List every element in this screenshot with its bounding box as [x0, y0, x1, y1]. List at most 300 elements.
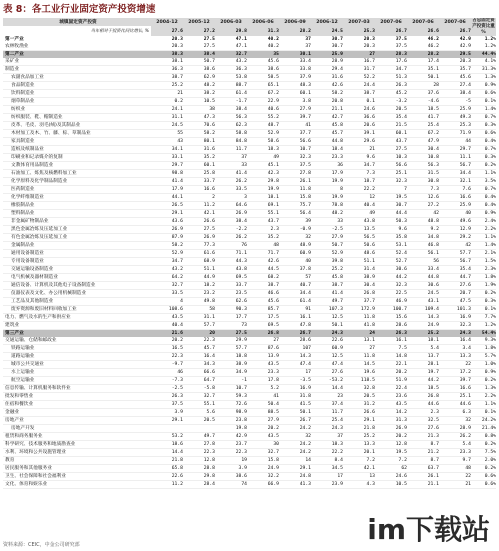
table-cell: 31.6 — [183, 146, 215, 154]
table-cell: 58.2 — [311, 90, 343, 98]
table-cell: 26.2 — [215, 234, 247, 242]
table-cell: 22 — [439, 361, 471, 369]
table-cell: 46.8 — [407, 242, 439, 250]
table-cell: 56.1 — [407, 250, 439, 258]
table-cell: 21.1 — [407, 481, 439, 489]
table-row — [3, 417, 496, 425]
table-cell: 107 — [279, 345, 311, 353]
table-cell: 31.3 — [375, 417, 407, 425]
table-cell: 49.3 — [439, 114, 471, 122]
table-cell: 29.1 — [151, 210, 183, 218]
table-cell: 38.9 — [215, 361, 247, 369]
table-cell: 18.5 — [407, 106, 439, 114]
table-cell: 22.6 — [151, 473, 183, 481]
row-label: 批发和零售业 — [3, 393, 151, 401]
table-cell: 30.1 — [279, 51, 311, 59]
table-cell: 22.3 — [151, 353, 183, 361]
table-cell: 68.2 — [247, 274, 279, 282]
row-label: 卫生、社会保障和社会福利业 — [3, 473, 151, 481]
table-cell: 41.4 — [151, 178, 183, 186]
table-cell: 107.3 — [311, 306, 343, 314]
table-cell: 27.5 — [375, 146, 407, 154]
table-cell: 90.3 — [215, 306, 247, 314]
share-cell: 24.2% — [471, 417, 496, 425]
table-cell: 39.7 — [279, 114, 311, 122]
table-cell: 28.6 — [279, 337, 311, 345]
row-label: 化学原料及化学制品制造业 — [3, 178, 151, 186]
table-cell: 20.2 — [151, 337, 183, 345]
table-cell: 33.1 — [151, 154, 183, 162]
table-cell: 34.5 — [311, 465, 343, 473]
table-cell: 40.4 — [151, 322, 183, 330]
table-cell: 69.5 — [247, 322, 279, 330]
table-cell: 74 — [215, 481, 247, 489]
table-row — [3, 82, 496, 90]
header-period: 2006-06 — [247, 18, 279, 26]
table-cell: 56.5 — [343, 234, 375, 242]
table-cell: 44 — [439, 138, 471, 146]
row-label: 纺织服装、鞋、帽制造业 — [3, 114, 151, 122]
table-cell: 25.9 — [439, 106, 471, 114]
table-cell: 73 — [215, 322, 247, 330]
table-cell: 24.2 — [279, 441, 311, 449]
table-cell: 88.7 — [215, 82, 247, 90]
table-cell: 34.7 — [343, 162, 375, 170]
table-cell: 23.9 — [311, 481, 343, 489]
table-cell: 48.6 — [343, 250, 375, 258]
share-cell: 21.4% — [471, 425, 496, 433]
table-cell: 36.3 — [215, 66, 247, 74]
table-cell: 49 — [247, 154, 279, 162]
table-cell: 42.1 — [343, 465, 375, 473]
table-cell: 20.7 — [439, 290, 471, 298]
table-cell: 29.8 — [247, 178, 279, 186]
table-cell: 28.1 — [407, 361, 439, 369]
share-cell: 1.4% — [471, 106, 496, 114]
table-cell: 29.7 — [151, 162, 183, 170]
table-cell: 32 — [439, 417, 471, 425]
header-period: 2005-12 — [183, 18, 215, 26]
share-cell: 1.4% — [471, 242, 496, 250]
table-cell: 26.2 — [439, 433, 471, 441]
share-cell: 2.2% — [471, 226, 496, 234]
table-cell: 18.7 — [343, 178, 375, 186]
table-cell: 44.6 — [439, 401, 471, 409]
table-cell: 37.5 — [395, 37, 407, 42]
table-cell: 50.1 — [311, 322, 343, 330]
share-cell: 0.7% — [471, 186, 496, 194]
table-cell: 43 — [151, 138, 183, 146]
table-cell: 20.2 — [375, 433, 407, 441]
table-cell: 26.5 — [151, 202, 183, 210]
row-label: 废弃资源和废旧材料回收加工业 — [3, 306, 151, 314]
table-cell: 20.3 — [343, 43, 375, 51]
table-row — [3, 36, 496, 43]
table-cell: 23.8 — [215, 417, 247, 425]
row-label: 水利、环境和公共设施管理业 — [3, 449, 151, 457]
table-cell: 60.1 — [375, 130, 407, 138]
table-cell: 47.1 — [215, 43, 247, 51]
table-cell: 32.8 — [343, 385, 375, 393]
table-cell: -5.8 — [183, 385, 215, 393]
table-row — [3, 298, 496, 306]
table-cell: 41.3 — [279, 481, 311, 489]
table-cell: 58.2 — [151, 242, 183, 250]
table-cell: 17.8 — [247, 377, 279, 385]
table-cell: 29.9 — [215, 337, 247, 345]
table-cell: 16.7 — [343, 58, 375, 66]
share-cell: 0.4% — [471, 138, 496, 146]
table-cell: 91 — [279, 306, 311, 314]
table-cell: 26.9 — [183, 234, 215, 242]
table-row — [3, 274, 496, 282]
table-cell: 43.6 — [151, 218, 183, 226]
table-cell: 24.4 — [343, 82, 375, 90]
table-cell: 32.1 — [439, 178, 471, 186]
table-cell: 32.7 — [151, 282, 183, 290]
table-cell: 50.1 — [279, 409, 311, 417]
table-cell: 38.6 — [183, 66, 215, 74]
table-cell: 20.6 — [343, 122, 375, 130]
table-cell: 41.8 — [343, 322, 375, 330]
table-cell: 22.6 — [311, 337, 343, 345]
table-cell: 23.3 — [439, 449, 471, 457]
row-label: 道路运输业 — [3, 353, 151, 361]
row-label: 电气机械及器材制造业 — [3, 274, 151, 282]
table-cell: 42.1 — [183, 210, 215, 218]
table-cell: 98.9 — [215, 409, 247, 417]
table-cell: 50.7 — [311, 242, 343, 250]
share-cell: 0.1% — [471, 409, 496, 417]
table-cell: 56.7 — [439, 162, 471, 170]
table-cell: 44.9 — [183, 274, 215, 282]
table-cell: 43.2 — [151, 266, 183, 274]
row-label: 科学研究、技术服务和地质勘查业 — [3, 441, 151, 449]
table-row — [3, 314, 496, 322]
table-row — [3, 345, 496, 353]
table-cell: 33.4 — [407, 266, 439, 274]
table-row — [3, 218, 496, 226]
table-cell: 41.4 — [311, 290, 343, 298]
table-cell: 31.3 — [247, 26, 279, 36]
table-cell: 26.7 — [375, 26, 407, 36]
table-cell: 47.5 — [439, 298, 471, 306]
table-cell: 49 — [343, 210, 375, 218]
table-cell: 26.1 — [279, 178, 311, 186]
table-cell: 14.3 — [279, 353, 311, 361]
table-cell: 14 — [279, 457, 311, 465]
table-cell: 34.4 — [279, 290, 311, 298]
table-cell: 26.7 — [279, 417, 311, 425]
table-row — [3, 98, 496, 106]
table-cell: 35.8 — [375, 234, 407, 242]
table-cell: 7.2 — [343, 457, 375, 465]
table-cell: 10.3 — [375, 154, 407, 162]
table-cell: -5 — [439, 98, 471, 106]
share-cell: 7.7% — [471, 314, 496, 322]
table-cell: 37.9 — [279, 74, 311, 82]
table-cell: 35.7 — [439, 66, 471, 74]
table-cell: 42.9 — [215, 433, 247, 441]
table-cell: 7.5 — [375, 345, 407, 353]
table-cell: 19.9 — [247, 186, 279, 194]
table-row — [3, 234, 496, 242]
table-cell: 30.6 — [407, 282, 439, 290]
row-label: 印刷业和记录媒介的复制 — [3, 154, 151, 162]
table-cell: 9.2 — [407, 226, 439, 234]
table-cell: 38.4 — [215, 218, 247, 226]
table-cell: 19.5 — [375, 449, 407, 457]
table-cell: 58.5 — [247, 74, 279, 82]
table-cell: 33.7 — [183, 178, 215, 186]
table-row — [3, 186, 496, 194]
table-cell: 10.5 — [375, 481, 407, 489]
table-cell: 27.9 — [279, 106, 311, 114]
table-cell: 12 — [343, 194, 375, 202]
table-cell: 2.3 — [247, 226, 279, 234]
row-label: 非金属矿物制品业 — [3, 218, 151, 226]
row-label: 食品制造业 — [3, 82, 151, 90]
table-cell: 38.1 — [151, 58, 183, 66]
table-cell: 40.2 — [267, 37, 279, 42]
table-cell: 8 — [311, 186, 343, 194]
table-cell: 32.7 — [215, 51, 247, 59]
table-cell: 38.6 — [215, 473, 247, 481]
table-cell: 55 — [151, 130, 183, 138]
table-cell: 10.8 — [407, 154, 439, 162]
table-cell: 71.7 — [247, 250, 279, 258]
table-cell: -4.6 — [407, 98, 439, 106]
share-cell: 1.9% — [471, 282, 496, 290]
table-cell: 11.8 — [279, 186, 311, 194]
table-cell: 4 — [151, 298, 183, 306]
table-cell: 18.5 — [407, 385, 439, 393]
table-cell: 48.2 — [183, 82, 215, 90]
share-cell: 0.2% — [471, 441, 496, 449]
table-cell: 5.6 — [183, 409, 215, 417]
table-cell: -2.5 — [311, 226, 343, 234]
table-cell: 44.1 — [151, 194, 183, 202]
table-cell: 60.1 — [279, 90, 311, 98]
row-label: 医药制造业 — [3, 186, 151, 194]
table-row — [3, 457, 496, 465]
table-cell: 9.6 — [375, 226, 407, 234]
table-cell: 21.8 — [343, 425, 375, 433]
table-cell: 24.6 — [343, 106, 375, 114]
table-cell: 14.3 — [407, 314, 439, 322]
table-cell: 100.7 — [375, 306, 407, 314]
table-cell: 25.1 — [439, 393, 471, 401]
row-label: 塑料制品业 — [3, 210, 151, 218]
table-row — [3, 266, 496, 274]
share-cell: 7.5% — [471, 449, 496, 457]
table-cell: 21.3 — [407, 433, 439, 441]
table-cell: 20.5 — [183, 417, 215, 425]
table-cell: 17.4 — [407, 58, 439, 66]
table-row — [3, 481, 496, 489]
table-cell: 29.8 — [183, 473, 215, 481]
table-row — [3, 58, 496, 66]
table-cell: 50.7 — [183, 58, 215, 66]
table-cell: 27.6 — [407, 425, 439, 433]
table-cell: 56.6 — [375, 162, 407, 170]
table-cell: 32.3 — [279, 154, 311, 162]
table-cell: 50.6 — [343, 242, 375, 250]
table-cell: 16.4 — [183, 353, 215, 361]
table-cell: 69.5 — [215, 274, 247, 282]
table-cell: 44.8 — [311, 138, 343, 146]
table-cell: 40 — [279, 258, 311, 266]
table-cell: 26.9 — [151, 226, 183, 234]
table-cell: 23.5 — [215, 290, 247, 298]
table-cell: 36.3 — [151, 66, 183, 74]
share-cell: 1.2% — [484, 37, 496, 42]
table-cell: 37 — [311, 433, 343, 441]
share-cell: 0.9% — [471, 369, 496, 377]
table-cell: 24.1 — [151, 106, 183, 114]
table-cell: 25.9 — [311, 51, 343, 59]
table-cell: 45.2 — [375, 90, 407, 98]
table-cell: 44.2 — [407, 377, 439, 385]
table-cell: 46.6 — [247, 290, 279, 298]
table-cell: 7.3 — [407, 186, 439, 194]
table-cell: 109.4 — [407, 306, 439, 314]
table-cell: 39.7 — [439, 377, 471, 385]
row-label: 工艺品及其他制造业 — [3, 298, 151, 306]
table-cell: 33.5 — [151, 290, 183, 298]
table-cell: 16.4 — [439, 337, 471, 345]
row-label: 住宿和餐饮业 — [3, 401, 151, 409]
table-cell: 61.6 — [183, 250, 215, 258]
table-cell: -7.3 — [151, 377, 183, 385]
table-cell: 18.1 — [247, 194, 279, 202]
table-cell: 21.8 — [151, 457, 183, 465]
table-cell: 47.3 — [183, 114, 215, 122]
row-label: 饮料制造业 — [3, 90, 151, 98]
table-cell: 56.6 — [279, 138, 311, 146]
table-cell: 43.7 — [375, 138, 407, 146]
table-row — [3, 170, 496, 178]
table-cell: 32.2 — [247, 473, 279, 481]
table-cell: 38.3 — [151, 51, 183, 59]
table-cell: 24.5 — [311, 26, 343, 36]
table-cell: 23 — [311, 393, 343, 401]
table-cell: 20.3 — [439, 58, 471, 66]
table-row — [3, 114, 496, 122]
table-cell: 6.3 — [439, 409, 471, 417]
row-label: 交通运输、仓储和邮政业 — [3, 337, 151, 345]
table-cell: 52.4 — [375, 250, 407, 258]
table-cell: 43.5 — [247, 361, 279, 369]
table-cell: 80.1 — [183, 138, 215, 146]
table-cell: 19.8 — [215, 425, 247, 433]
table-cell: -3.2 — [375, 98, 407, 106]
table-cell — [151, 425, 183, 433]
table-cell: 16.1 — [375, 337, 407, 345]
table-cell: 26.1 — [407, 473, 439, 481]
share-cell: 0.7% — [471, 114, 496, 122]
table-cell: 20.5 — [375, 106, 407, 114]
table-cell: 38.4 — [215, 106, 247, 114]
row-label: 第三产业 — [3, 330, 151, 338]
table-cell: 27.6 — [439, 282, 471, 290]
table-row — [3, 353, 496, 361]
table-cell: 50.1 — [407, 74, 439, 82]
table-cell: 29.8 — [215, 26, 247, 36]
table-cell: 27 — [343, 51, 375, 59]
table-cell: 21 — [439, 481, 471, 489]
table-cell: 37.8 — [279, 266, 311, 274]
share-cell: 0.2% — [471, 465, 496, 473]
share-cell: 0.3% — [471, 122, 496, 130]
table-cell: 38.9 — [343, 274, 375, 282]
table-cell: 20 — [183, 330, 215, 338]
table-cell: 11.1 — [439, 154, 471, 162]
table-cell: 20.8 — [311, 98, 343, 106]
table-cell: 62.9 — [183, 74, 215, 82]
table-cell: 28.9 — [311, 58, 343, 66]
row-label: 纺织业 — [3, 106, 151, 114]
table-cell: 0.2 — [151, 98, 183, 106]
table-cell: 28.4 — [183, 481, 215, 489]
table-cell: 43.2 — [215, 58, 247, 66]
table-cell: 17.7 — [215, 314, 247, 322]
table-cell: 32.7 — [183, 393, 215, 401]
table-cell: 58 — [183, 306, 215, 314]
table-cell: 29.4 — [311, 66, 343, 74]
table-cell: 33.8 — [279, 66, 311, 74]
table-cell: 10.5 — [183, 98, 215, 106]
table-cell: 19.5 — [375, 194, 407, 202]
table-cell: 27.9 — [247, 417, 279, 425]
table-cell: 50.4 — [247, 401, 279, 409]
row-label: 房地产开发 — [3, 425, 151, 433]
share-cell: 0.8% — [471, 433, 496, 441]
table-cell: 12.6 — [407, 194, 439, 202]
table-cell: 16.9 — [279, 385, 311, 393]
table-cell: 39 — [279, 218, 311, 226]
table-cell: 28.2 — [279, 26, 311, 36]
table-cell: 56.4 — [279, 210, 311, 218]
table-cell: 43.5 — [247, 433, 279, 441]
table-cell: 4.3 — [343, 481, 375, 489]
table-cell: 20.3 — [151, 43, 183, 51]
table-cell: 26.8 — [343, 290, 375, 298]
table-cell: 38.7 — [311, 282, 343, 290]
table-cell: 40.4 — [343, 202, 375, 210]
table-cell: 16.1 — [279, 314, 311, 322]
table-cell: 3.4 — [439, 345, 471, 353]
table-cell: 20.1 — [343, 449, 375, 457]
table-cell: 52.9 — [247, 130, 279, 138]
row-label: 水上运输业 — [3, 369, 151, 377]
row-label: 第一产业 — [5, 37, 24, 42]
table-cell: 45.6 — [439, 74, 471, 82]
table-cell: 17.6 — [375, 58, 407, 66]
table-cell: 2 — [183, 194, 215, 202]
table-cell: 27.6 — [151, 26, 183, 36]
table-cell: 69.1 — [247, 202, 279, 210]
table-cell: 32.7 — [247, 449, 279, 457]
share-cell: 1.1% — [471, 401, 496, 409]
table-cell: 2.3 — [407, 409, 439, 417]
table-cell: 15.8 — [247, 457, 279, 465]
table-cell: 24.3 — [311, 330, 343, 338]
table-cell: 7.6 — [439, 186, 471, 194]
table-cell: 43.1 — [407, 298, 439, 306]
table-cell: 28.9 — [439, 425, 471, 433]
table-cell: 26.3 — [375, 330, 407, 338]
